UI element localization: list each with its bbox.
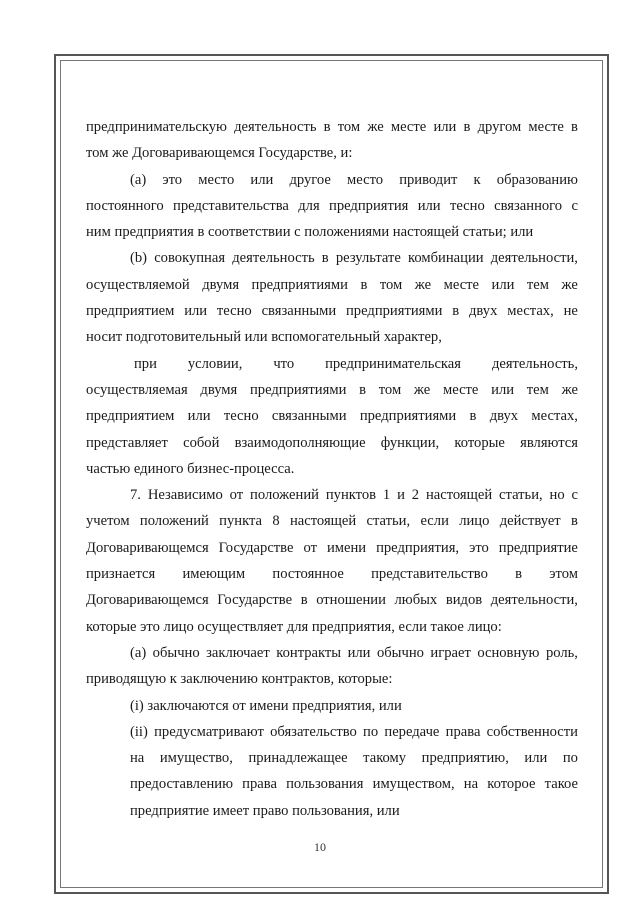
word: в xyxy=(571,513,578,530)
word: местах, xyxy=(531,408,578,425)
word: имущество, xyxy=(159,750,233,767)
text-line xyxy=(86,561,578,587)
text-line xyxy=(86,193,578,219)
word: статьи, xyxy=(499,487,543,504)
text-line: носит подготовительный или вспомогательный характер, xyxy=(86,329,442,346)
text-line xyxy=(86,351,578,377)
word: тесно xyxy=(216,303,252,320)
word: обязательство xyxy=(270,723,357,740)
word: действует xyxy=(499,513,561,530)
word: передаче xyxy=(384,723,440,740)
word: осуществляемой xyxy=(86,276,190,293)
word: двух xyxy=(489,408,519,425)
word: деятельность xyxy=(234,119,317,135)
word: же xyxy=(367,119,384,135)
word: предприятиями xyxy=(251,276,348,293)
word: если xyxy=(420,513,449,530)
word: по xyxy=(562,750,578,767)
word: Государстве xyxy=(217,592,293,609)
word: в xyxy=(463,119,471,135)
word: такому xyxy=(363,750,407,767)
word: роль, xyxy=(545,644,578,661)
word: том xyxy=(379,276,403,293)
word: собой xyxy=(183,434,220,451)
word: или xyxy=(347,644,371,661)
word: статьи, xyxy=(366,513,411,530)
text-line: предприятие имеет право пользования, или xyxy=(130,802,400,819)
word: такое xyxy=(544,776,578,793)
word: предприятие xyxy=(498,539,578,556)
word: 2 xyxy=(411,487,420,504)
word: Независимо xyxy=(147,487,223,504)
word: которые xyxy=(454,434,505,451)
word: связанными xyxy=(261,303,337,320)
text-line xyxy=(86,298,578,324)
word: функции, xyxy=(380,434,440,451)
word: комбинации xyxy=(408,250,484,267)
word: права xyxy=(242,776,277,793)
word: в xyxy=(359,381,367,398)
text-line xyxy=(86,719,578,745)
word: в xyxy=(323,119,331,135)
word: предприятия, xyxy=(376,539,460,556)
word: права xyxy=(445,723,481,740)
word: имеющим xyxy=(182,566,246,583)
word: учетом xyxy=(86,513,130,530)
text-line xyxy=(86,771,578,797)
word: же xyxy=(414,276,432,293)
word: 8 xyxy=(272,513,280,530)
word: (b) xyxy=(130,250,148,267)
page-number: 10 xyxy=(314,840,326,854)
word: и xyxy=(397,487,405,504)
word: играет xyxy=(430,644,471,661)
text-line xyxy=(86,587,578,613)
word: этом xyxy=(549,566,578,583)
word: в xyxy=(515,566,523,583)
word: постоянное xyxy=(272,566,344,583)
word: Договаривающемся xyxy=(86,592,209,609)
word: местах, xyxy=(507,303,554,320)
word: с xyxy=(571,197,578,214)
word: двух xyxy=(468,303,498,320)
word: принадлежащее xyxy=(248,750,348,767)
word: тем xyxy=(526,276,550,293)
word: положений xyxy=(250,487,319,504)
word: или xyxy=(433,119,457,135)
word: имуществом, xyxy=(372,776,455,793)
word: в xyxy=(360,276,368,293)
word: что xyxy=(273,355,295,372)
word: результате xyxy=(335,250,401,267)
word: предприятием xyxy=(86,303,175,320)
word: 7. xyxy=(130,487,141,504)
word: предприятиями xyxy=(249,381,347,398)
word: представляет xyxy=(86,434,168,451)
word: для xyxy=(298,197,320,214)
word: или xyxy=(417,197,441,214)
word: двумя xyxy=(200,381,238,398)
text-line xyxy=(86,508,578,534)
text-line xyxy=(86,745,578,771)
word: при xyxy=(134,355,157,372)
word: основную xyxy=(477,644,540,661)
word: которое xyxy=(487,776,536,793)
word: другом xyxy=(477,119,522,135)
word: предоставлению xyxy=(130,776,233,793)
word: том xyxy=(337,119,361,135)
text-line xyxy=(86,114,578,140)
word: или xyxy=(491,276,515,293)
word: же xyxy=(561,276,578,293)
word: образованию xyxy=(496,171,578,188)
word: Договаривающемся xyxy=(86,539,209,556)
word: любых xyxy=(394,592,438,609)
text-line xyxy=(86,403,578,429)
word: или xyxy=(184,303,208,320)
word: осуществляемая xyxy=(86,381,188,398)
word: деятельности, xyxy=(490,592,578,609)
word: от xyxy=(303,539,317,556)
word: к xyxy=(473,171,481,188)
word: месте xyxy=(443,276,480,293)
text-line xyxy=(86,535,578,561)
word: 1 xyxy=(382,487,391,504)
word: признается xyxy=(86,566,156,583)
word: (a) xyxy=(130,644,147,661)
word: (ii) xyxy=(130,723,148,740)
text-line: (i) заключаются от имени предприятия, или xyxy=(130,697,402,714)
word: том xyxy=(378,381,402,398)
word: (a) xyxy=(130,171,147,188)
word: пользования xyxy=(286,776,364,793)
word: месте xyxy=(528,119,564,135)
word: заключает xyxy=(206,644,270,661)
word: предприятиями xyxy=(346,303,443,320)
word: по xyxy=(363,723,379,740)
word: на xyxy=(130,750,145,767)
word: в xyxy=(452,303,460,320)
text-line xyxy=(86,377,578,403)
word: отношении xyxy=(316,592,386,609)
word: пунктов xyxy=(325,487,377,504)
word: или xyxy=(250,171,274,188)
text-line xyxy=(86,640,578,666)
word: настоящей xyxy=(425,487,493,504)
word: лицо xyxy=(459,513,490,530)
word: от xyxy=(229,487,244,504)
word: место xyxy=(347,171,384,188)
word: собственности xyxy=(486,723,578,740)
word: положений xyxy=(139,513,209,530)
word: же xyxy=(413,381,431,398)
word: Государстве xyxy=(218,539,294,556)
word: условии, xyxy=(187,355,243,372)
word: с xyxy=(571,487,578,504)
word: в xyxy=(321,250,329,267)
word: или xyxy=(524,750,548,767)
text-line: которые это лицо осуществляет для предприятия, если такое лицо: xyxy=(86,618,502,635)
word: представительства xyxy=(173,197,289,214)
word: пункта xyxy=(219,513,263,530)
text-line xyxy=(86,482,578,508)
word: двумя xyxy=(202,276,240,293)
word: тесно xyxy=(449,197,485,214)
word: предприятиями xyxy=(359,408,457,425)
word: деятельность xyxy=(232,250,315,267)
word: это xyxy=(162,171,183,188)
word: месте xyxy=(443,381,479,398)
word: имени xyxy=(326,539,367,556)
word: представительство xyxy=(371,566,488,583)
word: в xyxy=(469,408,477,425)
word: другое xyxy=(289,171,331,188)
word: но xyxy=(549,487,565,504)
word: на xyxy=(463,776,479,793)
text-line xyxy=(86,430,578,456)
text-line: том же Договаривающемся Государстве, и: xyxy=(86,145,353,162)
word: деятельность, xyxy=(491,355,578,372)
word: место xyxy=(198,171,235,188)
word: предприятию, xyxy=(421,750,509,767)
word: связанного xyxy=(494,197,563,214)
word: же xyxy=(561,381,578,398)
text-line: ним предприятия в соответствии с положениями настоящей статьи; или xyxy=(86,224,534,241)
word: видов xyxy=(445,592,483,609)
word: контракты xyxy=(276,644,342,661)
word: тем xyxy=(526,381,549,398)
word: предпринимательская xyxy=(325,355,461,372)
text-line xyxy=(86,272,578,298)
word: являются xyxy=(520,434,578,451)
word: приводит xyxy=(399,171,458,188)
text-line xyxy=(86,167,578,193)
text-line: частью единого бизнес-процесса. xyxy=(86,460,295,477)
word: постоянного xyxy=(86,197,164,214)
word: связанными xyxy=(271,408,347,425)
word: месте xyxy=(390,119,427,135)
word: настоящей xyxy=(289,513,357,530)
word: в xyxy=(571,119,578,135)
word: совокупная xyxy=(154,250,226,267)
word: это xyxy=(469,539,489,556)
text-line: приводящую к заключению контрактов, которые: xyxy=(86,671,393,688)
word: в xyxy=(300,592,308,609)
word: или xyxy=(491,381,515,398)
word: предусматривают xyxy=(154,723,264,740)
word: предприятием xyxy=(86,408,175,425)
word: обычно xyxy=(376,644,424,661)
word: обычно xyxy=(152,644,200,661)
text-line xyxy=(86,245,578,271)
word: не xyxy=(563,303,578,320)
word: предприятия xyxy=(329,197,409,214)
document-body xyxy=(86,114,578,824)
word: тесно xyxy=(223,408,259,425)
word: взаимодополняющие xyxy=(234,434,366,451)
word: деятельности, xyxy=(490,250,578,267)
word: предпринимательскую xyxy=(86,119,227,135)
word: или xyxy=(187,408,211,425)
